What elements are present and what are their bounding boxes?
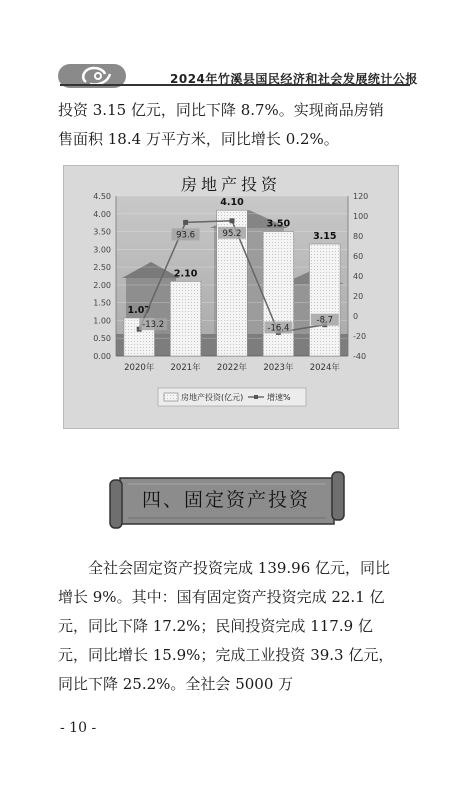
- y2-tick-label: 40: [353, 272, 364, 281]
- report-title: 2024年竹溪县国民经济和社会发展统计公报: [170, 72, 418, 86]
- legend-line-label: 增速%: [267, 393, 291, 402]
- y-tick-label: 4.50: [93, 192, 111, 201]
- line-point: [183, 220, 188, 225]
- left-axis-ticks: [93, 192, 111, 361]
- legend-bar-label: 房地产投资(亿元): [181, 393, 244, 402]
- y2-tick-label: 120: [353, 192, 369, 201]
- x-tick-label: 2022年: [216, 363, 248, 373]
- chart-canvas: [64, 166, 398, 428]
- right-axis-ticks: [353, 192, 368, 361]
- legend-bar-swatch: [164, 393, 178, 401]
- bar-value-label: 1.07: [127, 304, 151, 316]
- section-title: 四、固定资产投资: [141, 489, 310, 511]
- x-tick-label: 2023年: [263, 363, 294, 373]
- y-tick-label: 3.00: [93, 245, 111, 255]
- bar-value-label: 3.50: [266, 218, 291, 230]
- bar-value-label: 3.15: [313, 231, 337, 242]
- y2-tick-label: 20: [353, 292, 364, 301]
- line-value-label: -13.2: [142, 320, 165, 331]
- x-tick-label: 2021年: [170, 363, 201, 373]
- legend-line-marker: [254, 395, 258, 399]
- line-value-label: -8.7: [316, 315, 334, 326]
- y-tick-label: 2.00: [93, 280, 111, 290]
- page-number: - 10 -: [60, 720, 97, 736]
- y2-tick-label: 60: [353, 252, 364, 261]
- y2-tick-label: 100: [353, 212, 369, 221]
- y-tick-label: 0.00: [93, 352, 111, 361]
- line-value-label: 93.6: [176, 230, 196, 241]
- y-tick-label: 2.50: [93, 263, 111, 273]
- body-paragraph-1: 投资 3.15 亿元，同比下降 8.7%。实现商品房销售面积 18.4 万平方米，同比增长 0.2%。: [58, 101, 384, 148]
- y2-tick-label: -40: [353, 352, 367, 361]
- category-axis-ticks: [124, 362, 340, 373]
- line-value-label: 95.2: [222, 228, 242, 239]
- line-value-label: -16.4: [267, 323, 290, 334]
- y-tick-label: 1.00: [93, 316, 111, 326]
- real-estate-chart: [63, 165, 399, 429]
- bar-value-label: 2.10: [173, 268, 198, 280]
- bar: [263, 232, 294, 356]
- page-header: [0, 60, 454, 100]
- section-banner: [106, 470, 346, 530]
- line-point: [230, 218, 235, 223]
- bar-value-label: 4.10: [220, 197, 244, 209]
- y-tick-label: 4.00: [93, 209, 111, 219]
- chart-title: 房地产投资: [180, 175, 282, 194]
- y2-tick-label: -20: [353, 332, 367, 341]
- bar: [309, 244, 340, 356]
- bar: [170, 281, 201, 356]
- y-tick-label: 3.50: [93, 227, 111, 237]
- body-paragraph-2: 全社会固定资产投资完成 139.96 亿元，同比增长 9%。其中：国有固定资产投资完成 22.1 亿元，同比下降 17.2%；民间投资完成 117.9 亿元，同比增长 15.9%；完成工业投资 39.3 亿元，同比下降 25.2%。全社会 5000 万: [58, 559, 394, 693]
- y2-tick-label: 0: [353, 312, 359, 321]
- x-tick-label: 2020年: [124, 363, 155, 373]
- chart-legend: [158, 388, 306, 406]
- y-tick-label: 1.50: [93, 298, 111, 308]
- x-tick-label: 2024年: [309, 363, 340, 373]
- y2-tick-label: 80: [353, 232, 364, 241]
- y-tick-label: 0.50: [93, 334, 111, 344]
